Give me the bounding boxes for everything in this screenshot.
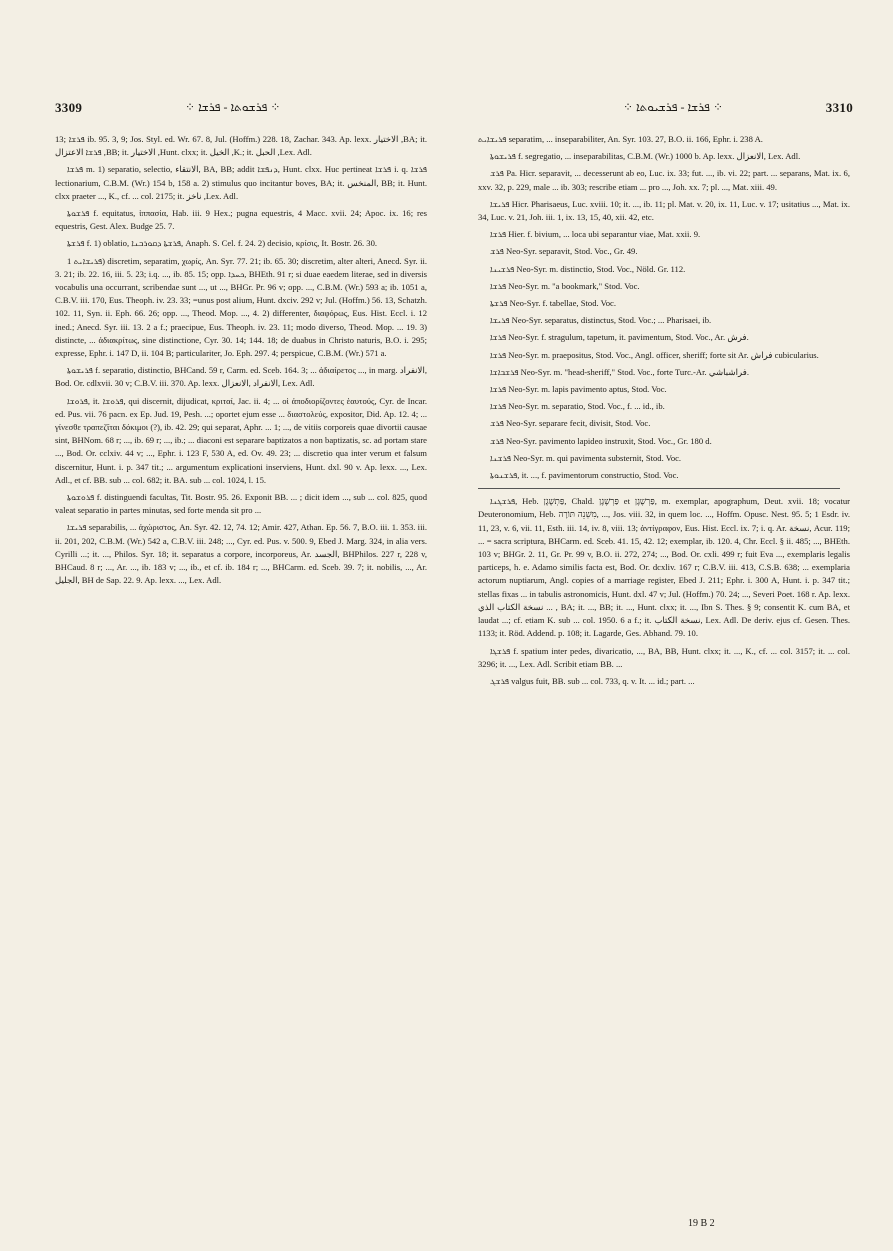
page-number-left: 3309 <box>55 100 83 115</box>
running-header <box>55 100 853 122</box>
right-column <box>478 133 850 1203</box>
dictionary-entry: ܦܪܫܐ Neo-Syr. m. lapis pavimento aptus, Stod. Voc. <box>490 384 667 395</box>
dictionary-entry: ܦܪܝܫܐ separabilis, ... ἀχώριστος, An. Syr. 42. 12, 74. 12; Amir. 427, Athan. Ep. 56. 7, B.O. iii. 1. 353. iii. ii. 201, 202, C.B.M. (Wr.) 542 a, C.B.V. iii. 248; ..., Cyr. ed. Pus. v. 500. 9, Ebed J. Marg. 324, in alia vers. Cyrilli ...; it. ..., Philos. Syr. 18; it. separatus a corpore, incorporeus, Ar. الجسد, BHPhilos. 227 r, 228 v, BHCaud. 8 r; ..., Ar. ..., ib. 183 v; ..., ib., et cf. ib. 184 r; ..., BHCarm. ed. Sceb. 39. 7; it. nobilis, ..., Ar. الجليل, BH de Sap. 22. 9. Ap. lexx. ..., Lex. Adl. <box>55 522 427 586</box>
section-rule <box>478 488 840 489</box>
dictionary-entry: ܦܪܫܢܐ Neo-Syr. m. qui pavimenta substernit, Stod. Voc. <box>490 452 682 463</box>
dictionary-entry: ܦܪܘܫܘܬܐ f. distinguendi facultas, Tit. Bostr. 95. 26. Exponit BB. ... ; dicit idem ..., sub ... col. 825, quod valeat separatio in partes minutas, sed forte menda sit pro ... <box>55 492 427 516</box>
dictionary-entry: ܦܪܫܒܐܫܐ Neo-Syr. m. "head-sheriff," Stod. Voc., forte Turc.-Ar. فراشباشي. <box>490 366 749 377</box>
running-title-left: ⁘ ܦܪܫܘܬܐ - ܦܪܫܐ ⁘ <box>185 100 281 114</box>
dictionary-entry: ܦܪܝܫܐ Neo-Syr. separatus, distinctus, Stod. Voc.; ... Pharisaei, ib. <box>490 315 712 326</box>
running-title-right: ⁘ ܦܪܫܐ - ܦܪܫܝܘܬܐ ⁘ <box>622 100 723 114</box>
dictionary-entry: ܦܪܫܐ Hier. f. bivium, ... loca ubi separantur viae, Mat. xxii. 9. <box>490 229 701 240</box>
signature-mark: 19 B 2 <box>688 1218 715 1229</box>
dictionary-entry: ܦܪܝܫܐ Hicr. Pharisaeus, Luc. xviii. 10; it. ..., ib. 11; pl. Mat. v. 20, ix. 11, Luc. v. 17; usitatius ..., Mat. ix. 34, Luc. v. 21, Joh. iii. 1, ix. 13, 15, 40, xii. 42, etc. <box>478 198 850 223</box>
dictionary-entry: ܦܪܫܐ Neo-Syr. f. stragulum, tapetum, it. pavimentum, Stod. Voc., Ar. فرش. <box>490 332 749 343</box>
dictionary-entry: ܦܪܝܫܐܝܬ separatim, ... inseparabiliter, An. Syr. 103. 27, B.O. ii. 166, Ephr. i. 238 A. <box>478 134 763 144</box>
dictionary-entry: ܦܪܫܐ Neo-Syr. m. "a bookmark," Stod. Voc. <box>490 280 640 291</box>
left-column <box>55 133 427 1203</box>
dictionary-entry: ܦܪܝܫܐܝܬ 1) discretim, separatim, χωρίς, An. Syr. 77. 21; ib. 65. 30; discretim, alter alteri, Anecd. Syr. ii. 3. 21; ib. 22. 16, iii. 5. 23; i.q. ..., ib. 85. 15; opp. ܟܚܕܐ, BHEth. 91 r; si duae eaedem literae, sed in diversis vocabulis una occurrant, scribendae sunt ..., ut ..., BHGr. Pr. 96 v; opp. ..., C.B.M. (Wr.) 593 a; ib. 1051 a, C.B.V. iii. 170, Eus. Theoph. iv. 23. 33; =unus post alium, Hunt. dxciv. 292 v; Jul. (Hoffm.) 56. 13, Schatzh. 102. 11, Syn. ii. Eph. 66. 26; opp. ..., Theod. Mop. ..., 4. 2) differenter, διαφόρως, Eus. Hist. Eccl. i. 12 ined.; Anecd. Syr. iii. 13. 2 a f.; praecipue, Eus. Theoph. iv. 23. 11; modo diverso, Theod. Mop. ... 19. 3) distincte, ... ἀδιακρίτως, sine distinctione, Cyr. 30. 14; 144. 18; de duabus in Christo naturis, B.O. i. 295; expresse, Ephr. i. 147 D, ii. 104 B; particulariter, Jo. Eph. 297. 4; perspicue, C.B.M. (Wr.) 571 a. <box>55 255 427 359</box>
dictionary-entry: ܦܪܫ Neo-Syr. separare fecit, divisit, Stod. Voc. <box>490 418 651 429</box>
dictionary-entry: ܦܪܫܐ m. 1) separatio, selectio, الانتقاء, BA, BB; addit ܕܢܦܫܐ, Hunt. clxx. Huc pertineat ܦܪܫܐ i. q. ܦܪܫܐ lectionarium, C.B.M. (Wr.) 154 b, 158 a. 2) stimulus quo incitantur boves, BA; it. المنخس, BB; it. Hunt. clxx praeter ..., K., cf. ... col. 2175; it. ناخز ,Lex. Adl. <box>55 164 427 201</box>
dictionary-entry: ܦܪܫ Neo-Syr. pavimento lapideo instruxit, Stod. Voc., Gr. 180 d. <box>490 435 712 446</box>
dictionary-entry: ܦܪܫ Neo-Syr. separavit, Stod. Voc., Gr. 49. <box>490 246 638 257</box>
dictionary-entry: ܦܪܫܐ Neo-Syr. m. praepositus, Stod. Voc., Angl. officer, sheriff; forte sit Ar. فراش cubicularius. <box>490 349 819 360</box>
dictionary-entry: ܦܪܫܓܐ f. spatium inter pedes, divaricatio, ..., BA, BB, Hunt. clxx; it. ..., K., cf. ... col. 3157; it. ... col. 3296; it. ..., Lex. Adl. Scribit etiam BB. ... <box>478 645 850 669</box>
dictionary-entry: 13; ܦܪܫܐ ib. 95. 3, 9; Jos. Styl. ed. Wr. 67. 8, Jul. (Hoffm.) 228. 18, Zachar. 343. Ap. lexx. الاختيار ,BA; it. ܦܪܫܐ الاعتزال ,BB; it. الاختيار ,Hunt. clxx; it. الخيل ,K.; it. الحبل ,Lex. Adl. <box>55 134 427 158</box>
dictionary-entry: ܦܪܫܝܢܐ Neo-Syr. m. distinctio, Stod. Voc., Nöld. Gr. 112. <box>490 263 686 274</box>
dictionary-entry: ܦܪܫܬܐ f. 1) oblatio, ܦܪܫܬܐ ܕܩܘܪܒܢܐ, Anaph. S. Cel. f. 24. 2) decisio, κρίσις, It. Bostr. 26. 30. <box>67 238 378 249</box>
dictionary-entry: ܦܪܫܐ Neo-Syr. m. separatio, Stod. Voc., f. ... id., ib. <box>490 401 665 412</box>
dictionary-entry: ܦܪܫܓܢܐ, Heb. פַּתְשֶׁגֶן, Chald. פַּרְשֶׁגֶן et פַּרְשֶׁגֶן, m. exemplar, apographum, Deut. xvii. 18; vocatur Deuteronomium, Heb. מִשְׁנֵה תּוֹרָה, ..., Jos. viii. 32, in quem loc. ..., Hoffm. Opusc. Nest. 95. 5; 1 Esdr. iv. 11, 23, v. 6, vii. 11, Esth. iii. 14, iv. 8, viii. 13; ἀντίγραφον, Eus. Hist. Eccl. ix. 7; i. q. Ar. نسخة, Acur. 119; ... = sacra scriptura, BHCarm. ed. Sceb. 41. 15, 42. 12; exemplar, ib. 120. 4, Chr. Eccl. § ii. 485; ..., BHEth. 103 v; BHGr. 2. 11, Gr. Pr. 99 v, B.O. ii. 272, 274; ..., Bod. Or. cxli. 499 r; fuit Eva ..., exemplaris legalis particeps, h. e. Adamo similis facta est, Bod. Or. dcxliv. 167 r; C.B.V. iii. 413, C.S.B. 638; ... exemplaria actorum nuptiarum, Angl. copies of a marriage register, Ebed J. 211; Ephr. i. 300 A, Hunt. i. p. 347 tit.; stellas fixas ... in tabulis astronomicis, Hunt. dxl. 47 v; Jul. (Hoffm.) 70. 24; ..., Severi Poet. 168 r. Ap. lexx. نسخة الكتاب الذي ... , BA; it. ..., BB; it. ..., Hunt. clxx; it. ..., Ibn S. Thes. § 9; consentit K. cum BA, et laudat ...; cf. etiam K. sub ... col. 1950. 6 a f.; it. نسخة الكتاب, Lex. Adl. De deriv. ejus cf. Gesen. Thes. 1133; it. Röd. Addend. p. 108; it. Lagarde, Ges. Abhand. 79. 10. <box>478 496 850 639</box>
dictionary-entry: ܦܪܫܓ valgus fuit, BB. sub ... col. 733, q. v. It. ... id.; part. ... <box>490 675 695 686</box>
dictionary-entry: ܦܪܫܬܐ Neo-Syr. f. tabellae, Stod. Voc. <box>490 298 616 309</box>
dictionary-entry: ܦܪܘܫܐ, it. ܦܪܘܫܐ, qui discernit, dijudicat, κριταί, Jac. ii. 4; ... οἱ ἀποδιορίζοντες ἑαυτούς, Cyr. de Incar. ed. Pus. vii. 76 pacn. ex Ep. Jud. 19, Pesh. ...; oportet ejum esse ... διαστολεύς, expositor, Did. Ap. 12. 4; ... γίνεσθε τραπεζῖται δόκιμοι (?), ib. 42. 29; qui separat, Aphr. ... 1; ..., de vitiis corporeis quae divortii causae sint, BHNom. 68 r; ..., ib. 69 r; ..., ib.; ... diaconi est separare baptizatos a non baptizatis, sc. ad portam stare ..., Bod. Or. cclxiv. 44 v; ..., Ephr. i. 123 F, 530 A, ed. Ov. 49. 23; ... discretio qua inter verum et falsum discernitur, Hunt. i. p. 347 tit.; ... argumentum explicationi inserviens, Hunt. dxl. 90 v. Ap. lexx. ..., Lex. Adl., et cf. BB. sub ... col. 682; it. BA. sub ... col. 1024, l. 15. <box>55 395 427 485</box>
dictionary-entry: ܦܪܝܫܘܬܐ f. segregatio, ... inseparabilitas, C.B.M. (Wr.) 1000 b. Ap. lexx. الانعزال, Lex. Adl. <box>490 151 801 162</box>
dictionary-entry: ܦܪܫܢܘܬܐ, it. ..., f. pavimentorum constructio, Stod. Voc. <box>490 470 679 481</box>
page-number-right: 3310 <box>825 100 853 115</box>
dictionary-entry: ܦܪܝܫܘܬܐ f. separatio, distinctio, BHCand. 59 r, Carm. ed. Sceb. 164. 3; ... ἀδιαίρετος ..., in marg. الانفراد, Bod. Or. cdlxvii. 30 v; C.B.V. iii. 370. Ap. lexx. الانفراد ,الانعزال, Lex. Adl. <box>55 365 427 389</box>
dictionary-entry: ܦܪܫܘܬܐ f. equitatus, ἱππασία, Hab. iii. 9 Hex.; pugna equestris, 4 Macc. xvii. 24; Apoc. ix. 16; res equestris, Gest. Alex. Budge 25. 7. <box>55 208 427 232</box>
dictionary-entry: ܦܪܫ Pa. Hicr. separavit, ... decesserunt ab eo, Luc. ix. 33; fut. ..., ib. vi. 22; part. ... separans, Mat. ix. 6, xxv. 32, p. 229, male ... ib. 303; rescribe etiam ... pro ..., Joh. xx. 7; pl. ..., Mat. xiii. 49. <box>478 168 850 192</box>
